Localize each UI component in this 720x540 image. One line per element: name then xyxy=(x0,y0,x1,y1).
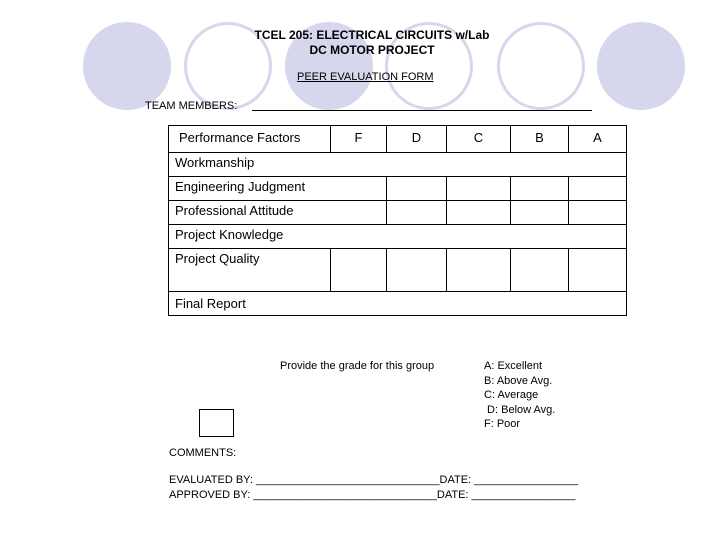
grade-cell[interactable] xyxy=(447,177,511,201)
comments-label: COMMENTS: xyxy=(169,447,237,459)
team-members-label: TEAM MEMBERS: xyxy=(145,100,238,112)
decor-circle-6 xyxy=(597,22,685,110)
table-row xyxy=(169,153,627,177)
grade-cell[interactable] xyxy=(447,201,511,225)
grade-cell[interactable] xyxy=(447,249,511,292)
table-row xyxy=(169,225,627,249)
table-row xyxy=(169,201,627,225)
table-row xyxy=(169,249,627,292)
grade-prompt: Provide the grade for this group xyxy=(280,360,435,372)
grade-header-d: D xyxy=(387,126,447,153)
table-row xyxy=(169,292,627,316)
scale-f: F: Poor xyxy=(484,418,521,430)
grade-cell[interactable] xyxy=(511,201,569,225)
scale-d: D: Below Avg. xyxy=(484,403,556,416)
grade-cell[interactable] xyxy=(569,177,627,201)
table-row xyxy=(169,177,627,201)
project-title: DC MOTOR PROJECT xyxy=(309,43,435,57)
approved-by-line[interactable]: APPROVED BY: ______________________________DATE: _________________ xyxy=(169,489,576,501)
factor-professional-attitude: Professional Attitude xyxy=(169,201,387,225)
decor-circle-1 xyxy=(83,22,171,110)
grade-cell[interactable] xyxy=(331,249,387,292)
grade-header-b: B xyxy=(511,126,569,153)
team-members-line[interactable] xyxy=(252,110,592,111)
scale-a: A: Excellent xyxy=(484,360,543,372)
grade-cell[interactable] xyxy=(387,201,447,225)
grade-cell[interactable] xyxy=(569,201,627,225)
scale-c: C: Average xyxy=(484,389,539,401)
course-title: TCEL 205: ELECTRICAL CIRCUITS w/Lab xyxy=(254,28,490,42)
factor-workmanship: Workmanship xyxy=(169,153,627,177)
performance-factors-header: Performance Factors xyxy=(169,126,331,153)
grade-cell[interactable] xyxy=(569,249,627,292)
grade-scale xyxy=(484,359,555,432)
evaluated-by-line[interactable]: EVALUATED BY: ______________________________DATE: _________________ xyxy=(169,474,579,486)
scale-b: B: Above Avg. xyxy=(484,374,553,387)
grade-header-f: F xyxy=(331,126,387,153)
factor-engineering-judgment: Engineering Judgment xyxy=(169,177,387,201)
grade-header-a: A xyxy=(569,126,627,153)
factor-project-knowledge: Project Knowledge xyxy=(169,225,627,249)
grade-cell[interactable] xyxy=(511,249,569,292)
factor-project-quality: Project Quality xyxy=(169,249,331,292)
evaluation-table xyxy=(168,125,627,316)
group-grade-box[interactable] xyxy=(199,409,234,437)
grade-cell[interactable] xyxy=(387,177,447,201)
table-header-row xyxy=(169,126,627,153)
form-title: PEER EVALUATION FORM xyxy=(297,71,434,83)
grade-header-c: C xyxy=(447,126,511,153)
factor-final-report: Final Report xyxy=(169,292,627,316)
grade-cell[interactable] xyxy=(387,249,447,292)
grade-cell[interactable] xyxy=(511,177,569,201)
